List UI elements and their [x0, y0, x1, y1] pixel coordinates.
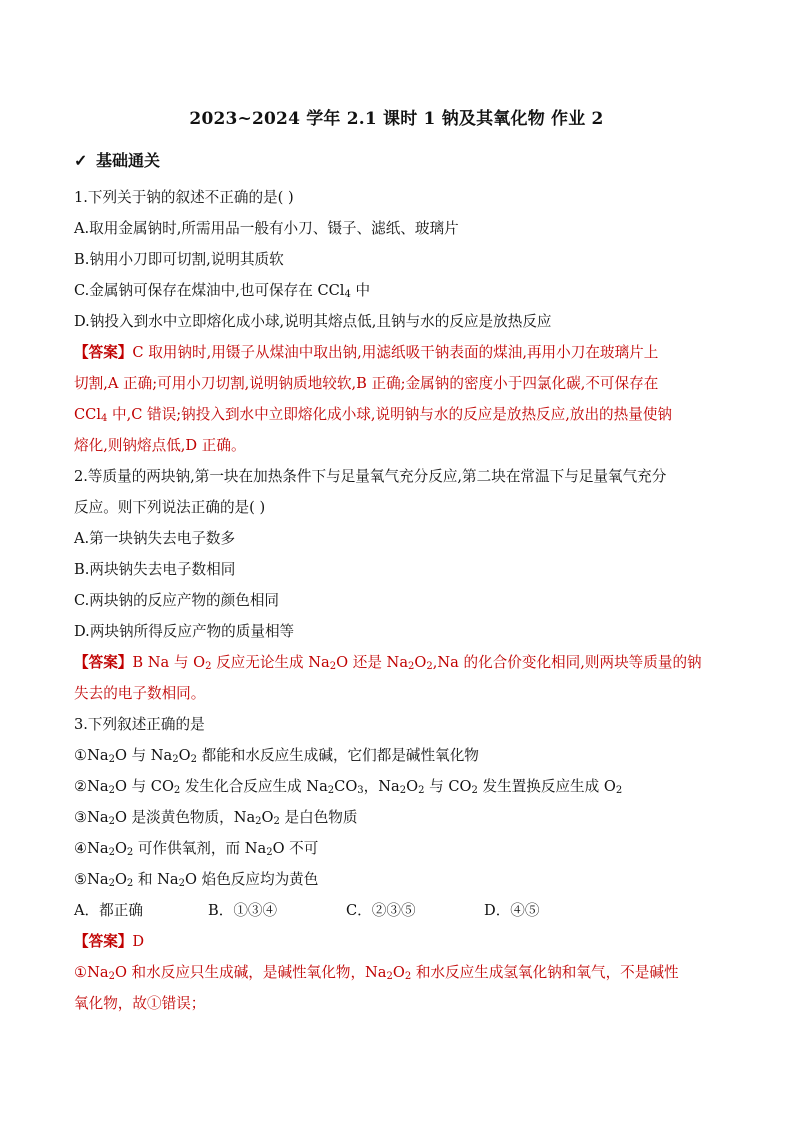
text-run: 与 CO: [424, 778, 472, 795]
text-run: 和 Na: [133, 871, 179, 888]
subscript: 2: [108, 847, 115, 858]
subscript: 2: [108, 785, 115, 796]
text-run: ④Na: [74, 840, 109, 857]
text-run: 都能和水反应生成碱，它们都是碱性氧化物: [196, 747, 479, 764]
q3-explanation-line-2: 氧化物，故①错误；: [74, 995, 206, 1012]
text-run: 是白色物质: [279, 809, 358, 826]
subscript: 2: [329, 661, 337, 672]
q1-answer-text: C 取用钠时,用镊子从煤油中取出钠,用滤纸吸干钠表面的煤油,再用小刀在玻璃片上: [132, 344, 659, 361]
q1-answer-text: CCl: [74, 406, 101, 423]
q1-option-d: D.钠投入到水中立即熔化成小球,说明其熔点低,且钠与水的反应是放热反应: [74, 313, 552, 330]
q1-answer-text: 中,C 错误;钠投入到水中立即熔化成小球,说明钠与水的反应是放热反应,放出的热量使钠: [107, 406, 673, 423]
subscript: 2: [172, 754, 179, 765]
q3-answer-letter: D: [132, 933, 145, 950]
subscript: 2: [386, 971, 393, 982]
subscript: 2: [418, 785, 425, 796]
q1-option-c: [74, 275, 724, 306]
q2-answer-text: 反应无论生成 Na: [211, 654, 330, 671]
q2-answer-text: ,Na 的化合价变化相同,则两块等质量的钠: [432, 654, 702, 671]
subscript: 2: [205, 661, 212, 672]
text-run: O 与 CO: [114, 778, 174, 795]
text-run: O 是淡黄色物质，Na: [114, 809, 256, 826]
subscript: 2: [399, 785, 407, 796]
q3-statement-4: [74, 833, 724, 864]
subscript: 2: [255, 816, 262, 827]
text-run: 发生化合反应生成 Na: [180, 778, 328, 795]
text-run: ③Na: [74, 809, 109, 826]
subscript: 2: [190, 754, 197, 765]
q2-answer-text: O: [414, 654, 427, 671]
text-run: 发生置换反应生成 O: [477, 778, 616, 795]
q2-stem-line-1: 2.等质量的两块钠,第一块在加热条件下与足量氧气充分反应,第二块在常温下与足量氧气充分: [74, 468, 667, 485]
subscript: 2: [471, 785, 478, 796]
text-run: CO: [334, 778, 358, 795]
subscript: 3: [357, 785, 364, 796]
text-run: 和水反应生成氢氧化钠和氧气，不是碱性: [411, 964, 679, 981]
subscript: 2: [266, 847, 273, 858]
subscript: 2: [108, 878, 115, 889]
subscript: 2: [408, 661, 415, 672]
q3-option-c: C．②③⑤: [346, 902, 416, 919]
subscript: 2: [178, 878, 185, 889]
q3-option-d: D．④⑤: [484, 902, 540, 919]
q1-answer-line-3: [74, 399, 724, 430]
text-run: ①Na: [74, 964, 109, 981]
text-run: O: [178, 747, 191, 764]
q1-stem: 1.下列关于钠的叙述不正确的是( ): [74, 189, 294, 206]
q2-answer-line-1: [74, 647, 724, 678]
subscript: 2: [173, 785, 181, 796]
section-heading-label: 基础通关: [96, 151, 161, 170]
answer-tag: 【答案】: [74, 654, 133, 671]
answer-tag: 【答案】: [74, 344, 133, 361]
text-run: O 不可: [272, 840, 319, 857]
q1-option-b: B.钠用小刀即可切割,说明其质软: [74, 251, 284, 268]
text-run: O 与 Na: [114, 747, 173, 764]
subscript: 2: [327, 785, 335, 796]
q1-answer-line-2: 切割,A 正确;可用小刀切割,说明钠质地较软,B 正确;金属钠的密度小于四氯化碳,不可保存在: [74, 375, 659, 392]
subscript: 2: [108, 971, 115, 982]
q2-answer-text: B Na 与 O: [132, 654, 206, 671]
q3-statement-2: [74, 771, 724, 802]
subscript: 2: [404, 971, 412, 982]
q3-stem: 3.下列叙述正确的是: [74, 716, 205, 733]
q3-options: [74, 895, 724, 926]
text-run: ②Na: [74, 778, 109, 795]
q1-option-c-tail: 中: [350, 282, 371, 299]
subscript: 2: [426, 661, 433, 672]
subscript: 2: [126, 847, 134, 858]
subscript: 2: [273, 816, 280, 827]
q2-stem-line-2: 反应。则下列说法正确的是( ): [74, 499, 266, 516]
q1-option-c-text: C.金属钠可保存在煤油中,也可保存在 CCl: [74, 282, 345, 299]
check-icon: ✓: [74, 151, 88, 170]
text-run: O: [406, 778, 419, 795]
q2-option-b: B.两块钠失去电子数相同: [74, 561, 236, 578]
document-body: [74, 182, 724, 1019]
q2-option-a: A.第一块钠失去电子数多: [74, 530, 236, 547]
text-run: O: [114, 840, 127, 857]
text-run: ①Na: [74, 747, 109, 764]
q3-answer: [74, 926, 724, 957]
q2-option-d: D.两块钠所得反应产物的质量相等: [74, 623, 295, 640]
subscript: 4: [101, 413, 108, 424]
q1-answer-line-1: [74, 337, 724, 368]
page-title: 2023~2024 学年 2.1 课时 1 钠及其氧化物 作业 2: [189, 109, 604, 129]
q2-answer-line-2: 失去的电子数相同。: [74, 685, 206, 702]
q3-explanation-line-1: [74, 957, 724, 988]
text-run: O: [392, 964, 405, 981]
q3-option-a: A．都正确: [74, 902, 143, 919]
text-run: O: [114, 871, 127, 888]
text-run: ，Na: [363, 778, 400, 795]
answer-tag: 【答案】: [74, 933, 133, 950]
subscript: 4: [344, 289, 351, 300]
subscript: 2: [108, 754, 115, 765]
subscript: 2: [615, 785, 623, 796]
section-heading: [74, 148, 160, 171]
text-run: O 和水反应只生成碱，是碱性氧化物，Na: [114, 964, 387, 981]
q1-answer-line-4: 熔化,则钠熔点低,D 正确。: [74, 437, 246, 454]
subscript: 2: [126, 878, 134, 889]
text-run: 可作供氧剂，而 Na: [133, 840, 267, 857]
q3-statement-5: [74, 864, 724, 895]
q2-answer-text: O 还是 Na: [336, 654, 409, 671]
q2-option-c: C.两块钠的反应产物的颜色相同: [74, 592, 280, 609]
q3-statement-1: [74, 740, 724, 771]
q3-option-b: B．①③④: [208, 902, 278, 919]
text-run: O: [261, 809, 274, 826]
subscript: 2: [108, 816, 115, 827]
text-run: O 焰色反应均为黄色: [185, 871, 319, 888]
text-run: ⑤Na: [74, 871, 109, 888]
q1-option-a: A.取用金属钠时,所需用品一般有小刀、镊子、滤纸、玻璃片: [74, 220, 459, 237]
q3-statement-3: [74, 802, 724, 833]
